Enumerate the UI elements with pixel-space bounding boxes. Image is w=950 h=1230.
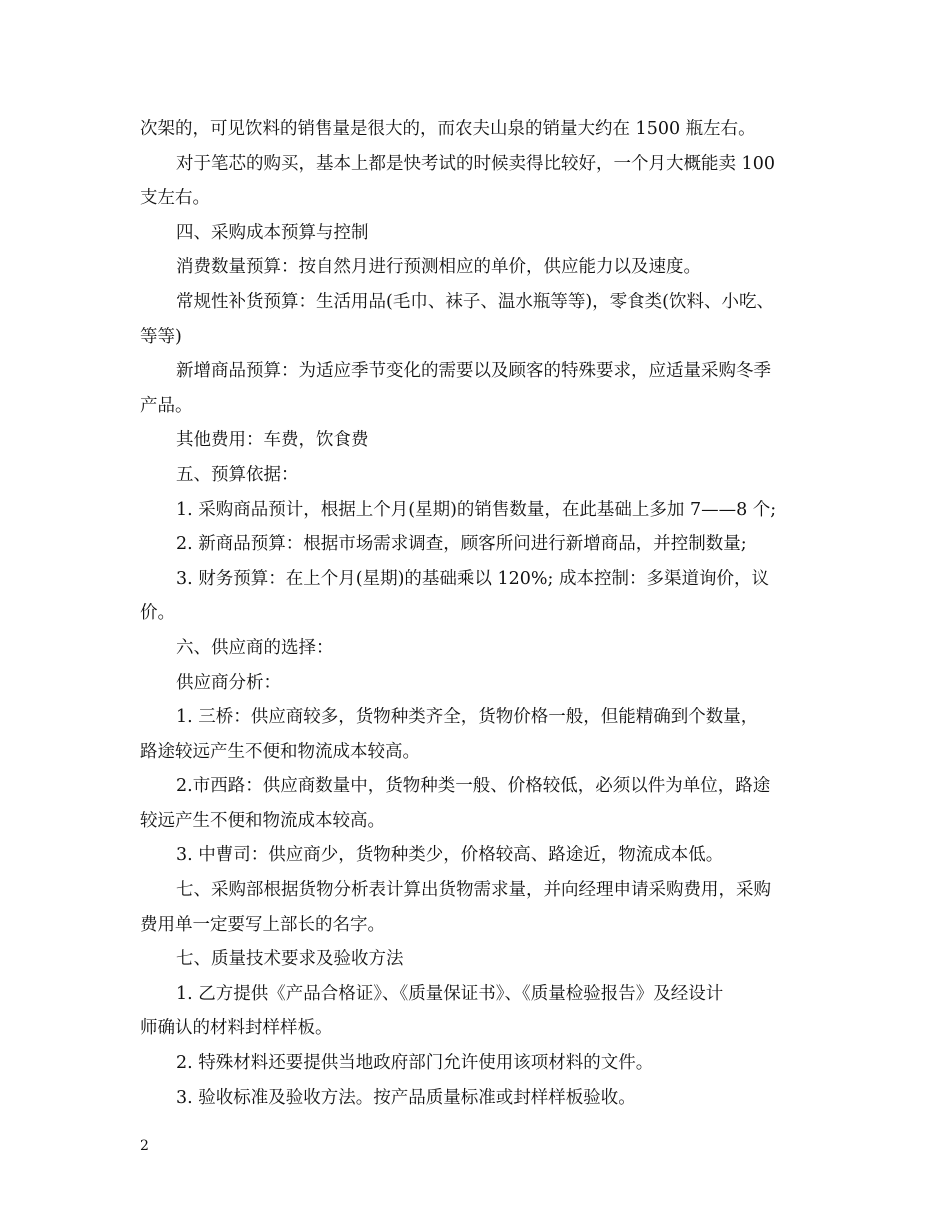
list-item-3: 3. 财务预算：在上个月(星期)的基础乘以 120%; 成本控制：多渠道询价，议 <box>176 568 769 589</box>
text-line-8: 新增商品预算：为适应季节变化的需要以及顾客的特殊要求，应适量采购冬季 <box>176 361 771 382</box>
section-heading-7b: 七、质量技术要求及验收方法 <box>176 949 404 970</box>
text-line-5: 消费数量预算：按自然月进行预测相应的单价，供应能力以及速度。 <box>176 257 701 278</box>
text-line-24: 费用单一定要写上部长的名字。 <box>140 914 385 935</box>
text-line-9: 产品。 <box>140 395 193 416</box>
section-heading-7a: 七、采购部根据货物分析表计算出货物需求量，并向经理申请采购费用，采购 <box>176 880 771 901</box>
text-line-27: 师确认的材料封样样板。 <box>140 1018 333 1039</box>
text-line-21: 较远产生不便和物流成本较高。 <box>140 810 385 831</box>
quality-item-3: 3. 验收标准及验收方法。按产品质量标准或封样样板验收。 <box>176 1087 636 1108</box>
text-line-19: 路途较远产生不便和物流成本较高。 <box>140 741 420 762</box>
supplier-item-2: 2.市西路：供应商数量中，货物种类一般、价格较低，必须以件为单位，路途 <box>176 776 771 797</box>
list-item-2: 2. 新商品预算：根据市场需求调查，顾客所问进行新增商品，并控制数量; <box>176 534 747 555</box>
text-line-15: 价。 <box>140 603 175 624</box>
section-heading-6: 六、供应商的选择： <box>176 637 334 658</box>
text-line-3: 支左右。 <box>140 188 210 209</box>
text-line-10: 其他费用：车费，饮食费 <box>176 430 369 451</box>
text-line-7: 等等) <box>140 326 182 347</box>
supplier-item-1: 1. 三桥：供应商较多，货物种类齐全，货物价格一般，但能精确到个数量， <box>176 707 759 728</box>
quality-item-2: 2. 特殊材料还要提供当地政府部门允许使用该项材料的文件。 <box>176 1053 654 1074</box>
text-line-17: 供应商分析： <box>176 672 281 693</box>
section-heading-4: 四、采购成本预算与控制 <box>176 222 369 243</box>
text-line-1: 次架的，可见饮料的销售量是很大的，而农夫山泉的销量大约在 1500 瓶左右。 <box>140 119 756 139</box>
quality-item-1: 1. 乙方提供《产品合格证》、《质量保证书》、《质量检验报告》及经设计 <box>176 983 724 1004</box>
text-line-2: 对于笔芯的购买，基本上都是快考试的时候卖得比较好，一个月大概能卖 100 <box>176 153 775 174</box>
document-body <box>140 112 830 1115</box>
section-heading-5: 五、预算依据： <box>176 464 299 485</box>
list-item-1: 1. 采购商品预计，根据上个月(星期)的销售数量，在此基础上多加 7——8 个; <box>176 499 777 520</box>
supplier-item-3: 3. 中曹司：供应商少，货物种类少，价格较高、路途近，物流成本低。 <box>176 845 724 866</box>
text-line-6: 常规性补货预算：生活用品(毛巾、袜子、温水瓶等等)，零食类(饮料、小吃、 <box>176 291 774 312</box>
page-number: 2 <box>140 1138 149 1154</box>
